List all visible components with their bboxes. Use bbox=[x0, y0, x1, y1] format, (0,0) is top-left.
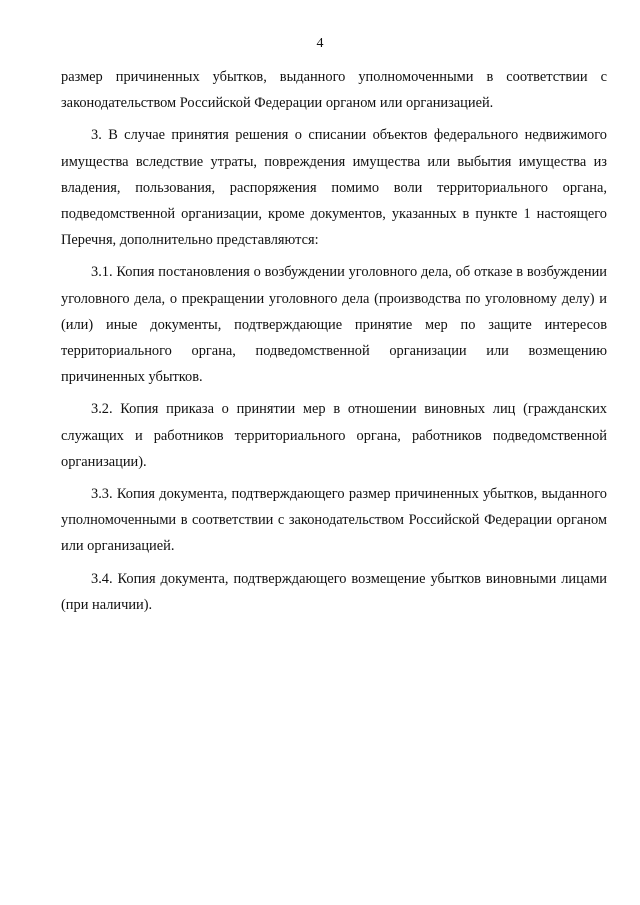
paragraph-item-3: 3. В случае принятия решения о списании объектов федерального недвижимого имущества вследствие утраты, повреждения имущества или выбытия имущества из владения, пользования, распоряжения помимо воли территориального органа, подведомственной организации, кроме документов, указанных в пункте 1 настоящего Перечня, дополнительно представляются: bbox=[61, 127, 607, 249]
paragraph-item-3-1: 3.1. Копия постановления о возбуждении уголовного дела, об отказе в возбуждении уголовного дела, о прекращении уголовного дела (производства по уголовному делу) и (или) иные документы, подтверждающие принятие мер по защите интересов территориального органа, подведомственной организации или возмещению причиненных убытков. bbox=[61, 264, 607, 386]
page-number: 4 bbox=[316, 36, 324, 51]
paragraph-item-3-4: 3.4. Копия документа, подтверждающего возмещение убытков виновными лицами (при наличии). bbox=[61, 570, 607, 613]
document-body bbox=[61, 64, 607, 624]
paragraph-continuation: размер причиненных убытков, выданного уполномоченными в соответствии с законодательством Российской Федерации органом или организацией. bbox=[61, 69, 607, 112]
paragraph-item-3-3: 3.3. Копия документа, подтверждающего размер причиненных убытков, выданного уполномоченными в соответствии с законодательством Российской Федерации органом или организацией. bbox=[61, 486, 607, 555]
paragraph-item-3-2: 3.2. Копия приказа о принятии мер в отношении виновных лиц (гражданских служащих и работников территориального органа, работников подведомственной организации). bbox=[61, 401, 607, 470]
